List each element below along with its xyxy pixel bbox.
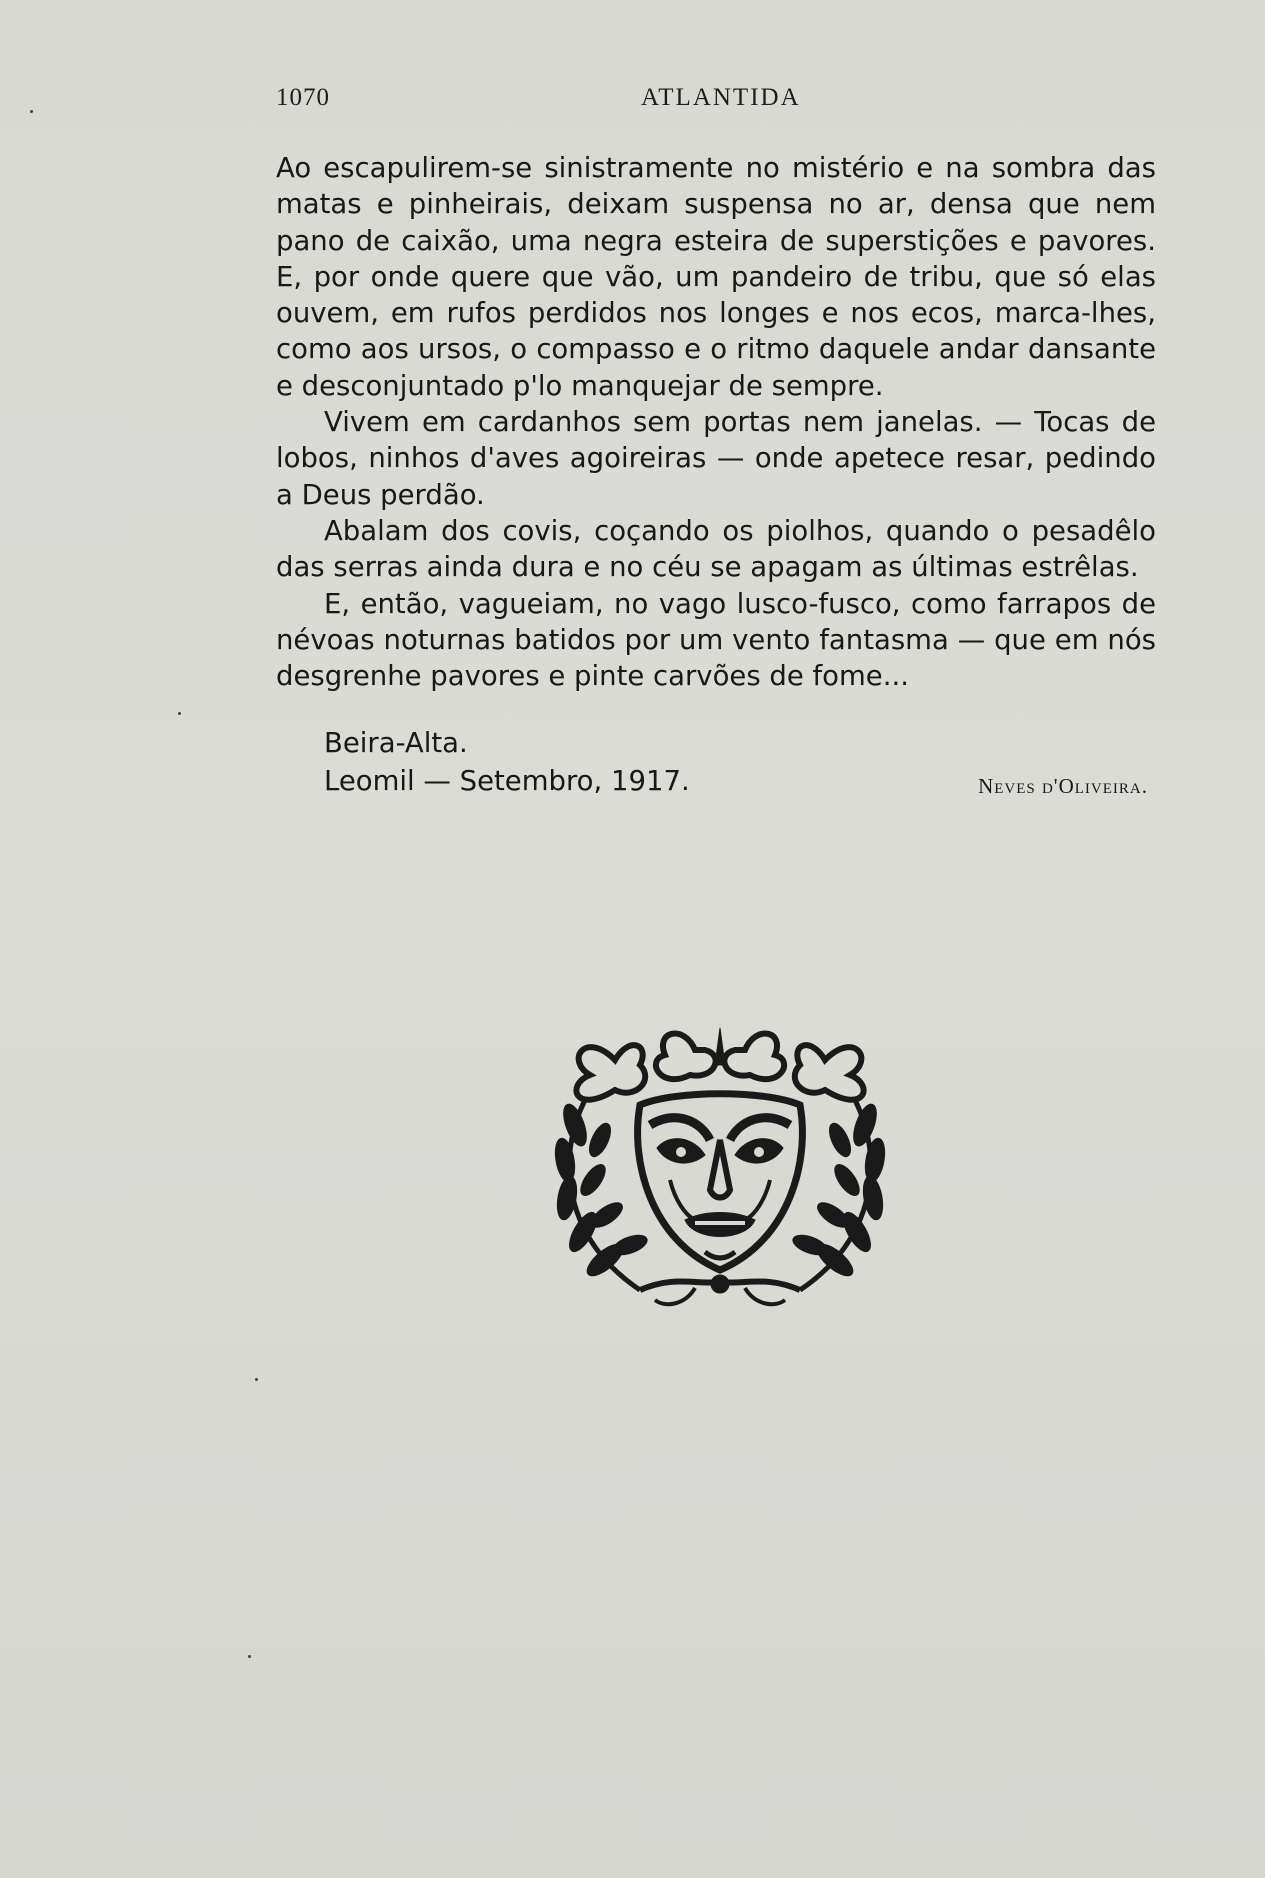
paragraph: Vivem em cardanhos sem portas nem janelas. — Tocas de lobos, ninhos d'aves agoireiras — onde apetece resar, pedindo a Deus perdão. — [276, 406, 1156, 511]
date-line: Leomil — Setembro, 1917. — [324, 765, 690, 797]
paper-speck — [255, 1378, 258, 1381]
paper-speck — [30, 110, 33, 113]
author-signature: Neves d'Oliveira. — [978, 774, 1148, 798]
place-line: Beira-Alta. — [324, 727, 468, 759]
signoff — [276, 727, 1156, 827]
page-number: 1070 — [276, 84, 330, 111]
paper-speck — [178, 712, 181, 715]
paper-speck — [248, 1655, 251, 1658]
running-head — [276, 84, 1156, 118]
article-body — [276, 150, 1156, 694]
paragraph: Abalam dos covis, coçando os piolhos, quando o pesadêlo das serras ainda dura e no céu se apagam as últimas estrêlas. — [276, 514, 1156, 584]
paragraph: Ao escapulirem-se sinistramente no mistério e na sombra das matas e pinheirais, deixam suspensa no ar, densa que nem pano de caixão, uma negra esteira de superstições e pavores. E, por onde quere que vão, um pandeiro de tribu, que só elas ouvem, em rufos perdidos nos longes e nos ecos, marca-lhes, como aos ursos, o compasso e o ritmo daquele andar dansante e desconjuntado p'lo manquejar de sempre. — [276, 152, 1156, 402]
journal-title: ATLANTIDA — [641, 84, 801, 111]
theatre-mask-laurel-wreath-vignette-icon — [545, 1020, 895, 1310]
paragraph: E, então, vagueiam, no vago lusco-fusco, como farrapos de névoas noturnas batidos por um vento fantasma — que em nós desgrenhe pavores e pinte carvões de fome... — [276, 587, 1156, 693]
